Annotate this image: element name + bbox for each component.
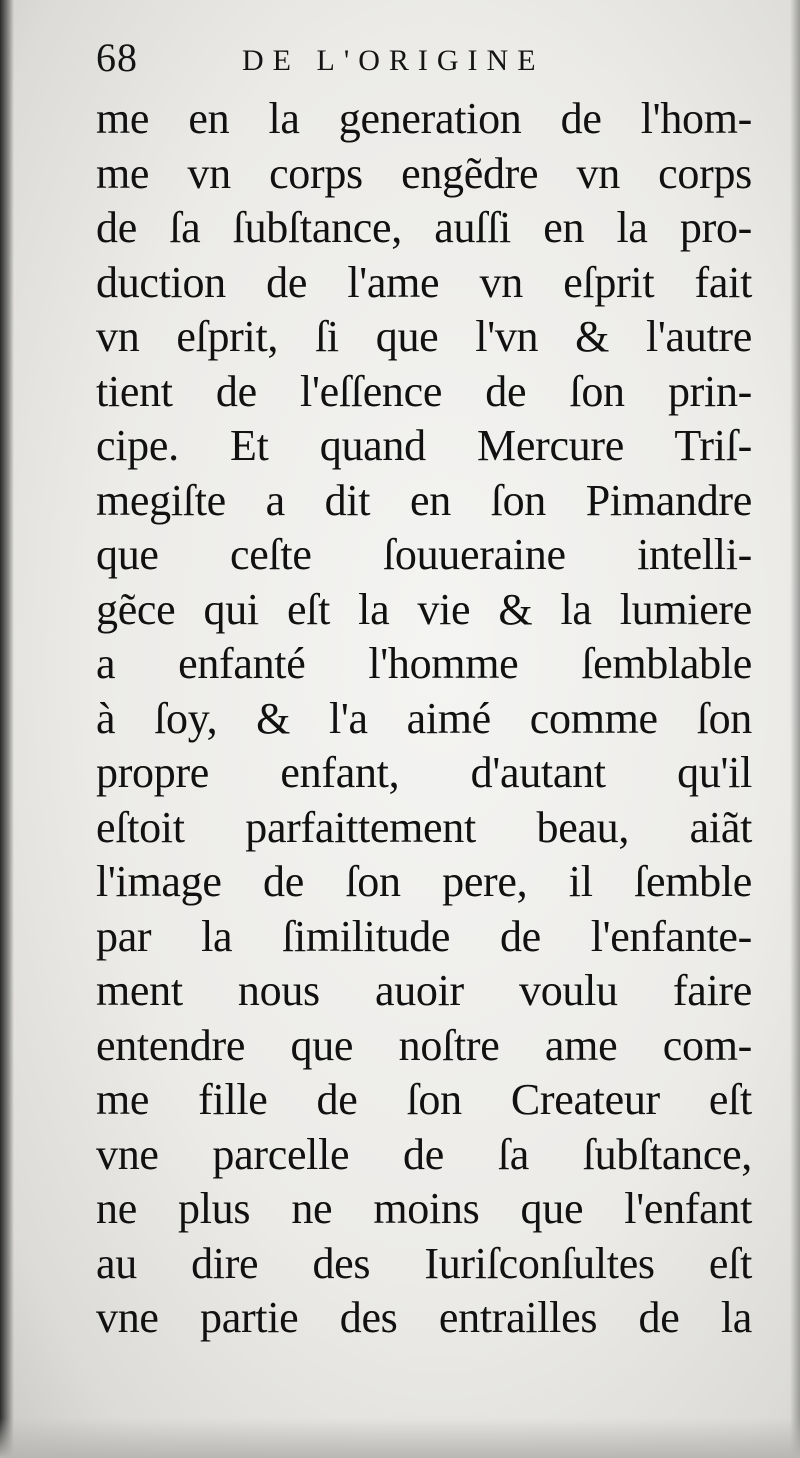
body-text xyxy=(96,92,752,1346)
text-line: me fille de ſon Createur eſt xyxy=(96,1075,752,1124)
page-edge-bottom xyxy=(0,1418,800,1458)
text-line: que ceſte ſouueraine intelli- xyxy=(96,530,752,579)
text-line: me en la generation de l'hom- xyxy=(96,94,752,143)
text-line: me vn corps engẽdre vn corps xyxy=(96,148,752,198)
text-line: vne parcelle de ſa ſubſtance, xyxy=(96,1129,752,1179)
text-line: duction de l'ame vn eſprit fait xyxy=(96,257,752,307)
text-line: vn eſprit, ſi que l'vn & l'autre xyxy=(96,312,752,361)
text-line: tient de l'eſſence de ſon prin- xyxy=(96,366,752,416)
text-line: à ſoy, & l'a aimé comme ſon xyxy=(96,693,752,743)
text-line: entendre que noſtre ame com- xyxy=(96,1020,752,1070)
running-title: DE L'ORIGINE xyxy=(242,44,545,77)
text-line: de ſa ſubſtance, auſſi en la pro- xyxy=(96,203,752,252)
text-line: ne plus ne moins que l'enfant xyxy=(96,1184,752,1233)
text-line: eſtoit parfaittement beau, aiãt xyxy=(96,802,752,852)
text-line: par la ſimilitude de l'enfante- xyxy=(96,911,752,961)
page-edge-right xyxy=(790,0,800,1458)
page-number: 68 xyxy=(96,35,138,80)
text-line: ment nous auoir voulu faire xyxy=(96,966,752,1015)
text-line: vne partie des entrailles de la xyxy=(96,1293,752,1342)
text-line: a enfanté l'homme ſemblable xyxy=(96,639,752,688)
text-line: cipe. Et quand Mercure Triſ- xyxy=(96,421,752,470)
text-line: megiſte a dit en ſon Pimandre xyxy=(96,475,752,525)
page-gutter-shadow xyxy=(0,0,14,1458)
running-head xyxy=(96,28,756,88)
text-line: gẽce qui eſt la vie & la lumiere xyxy=(96,584,752,634)
text-line: l'image de ſon pere, il ſemble xyxy=(96,857,752,906)
text-line: propre enfant, d'autant qu'il xyxy=(96,748,752,797)
text-line: au dire des Iuriſconſultes eſt xyxy=(96,1238,752,1288)
